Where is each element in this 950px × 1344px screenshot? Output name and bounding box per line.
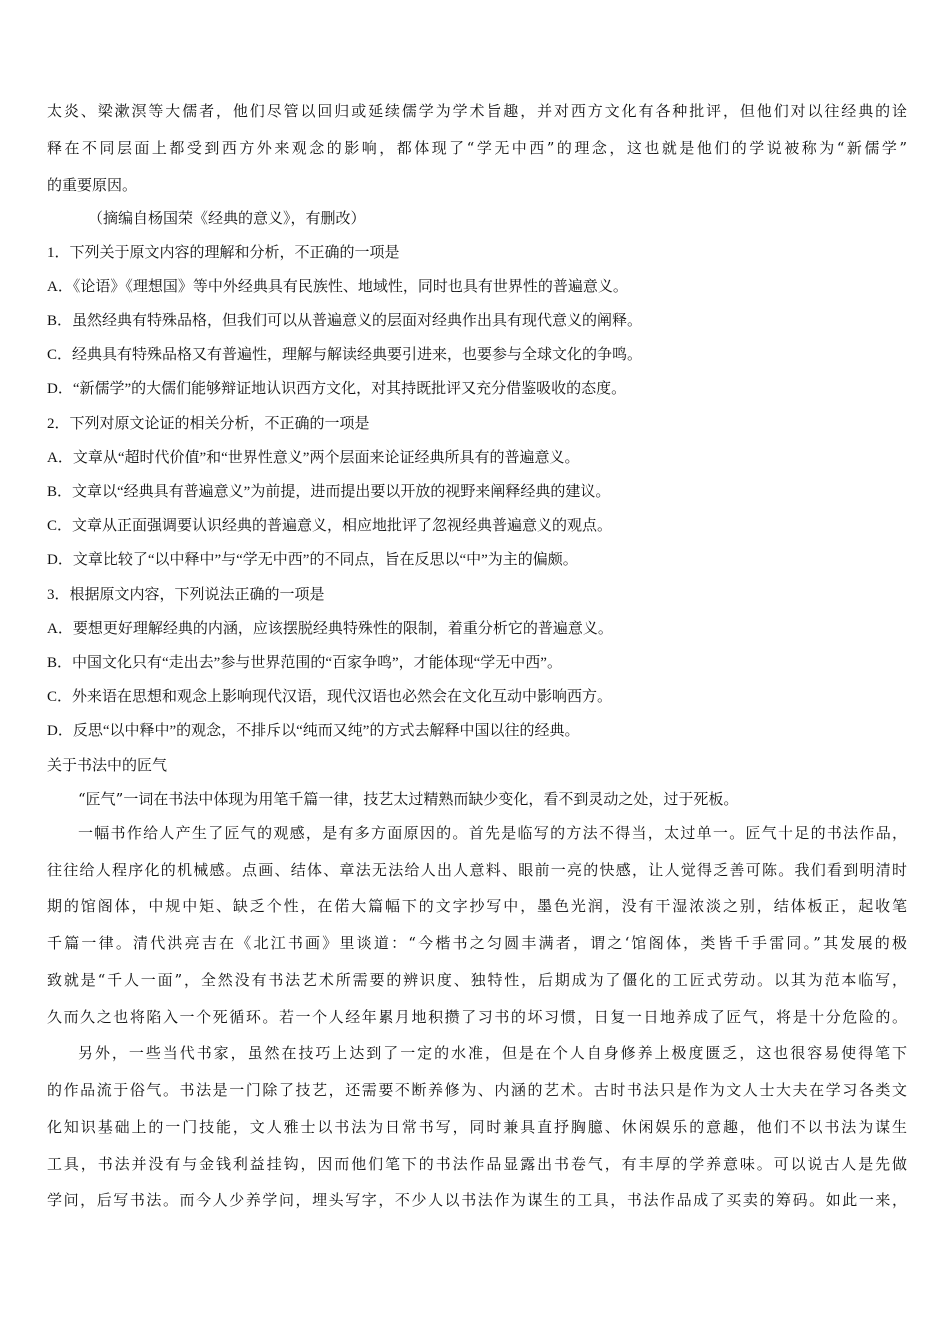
passage2-line: 工具，书法并没有与金钱利益挂钩，因而他们笔下的书法作品显露出书卷气，有丰厚的学养意味。可以说古人是先做 <box>47 1155 907 1173</box>
question-2-option-c: C．文章从正面强调要认识经典的普遍意义，相应地批评了忽视经典普遍意义的观点。 <box>47 518 613 534</box>
passage2-line: 期的馆阁体，中规中矩、缺乏个性，在偌大篇幅下的文字抄写中，墨色光润，没有干湿浓淡之别，结体板正，起收笔 <box>47 897 907 915</box>
question-2-stem: 2．下列对原文论证的相关分析，不正确的一项是 <box>47 416 370 432</box>
passage1-line: 太炎、梁漱溟等大儒者，他们尽管以回归或延续儒学为学术旨趣，并对西方文化有各种批评，但他们对以往经典的诠 <box>47 102 907 120</box>
source-citation: （摘编自杨国荣《经典的意义》，有删改） <box>88 209 366 227</box>
question-3-option-a: A．要想更好理解经典的内涵，应该摆脱经典特殊性的限制，着重分析它的普遍意义。 <box>47 621 613 637</box>
passage2-line: 久而久之也将陷入一个死循环。若一个人经年累月地积攒了习书的坏习惯，日复一日地养成了匠气，将是十分危险的。 <box>47 1008 907 1026</box>
passage2-line: 的作品流于俗气。书法是一门除了技艺，还需要不断养修为、内涵的艺术。古时书法只是作为文人士大夫在学习各类文 <box>47 1081 907 1099</box>
passage2-line: “匠气”一词在书法中体现为用笔千篇一律，技艺太过精熟而缺少变化，看不到灵动之处，过于死板。 <box>78 790 739 808</box>
question-1-option-d: D．“新儒学”的大儒们能够辩证地认识西方文化，对其持既批评又充分借鉴吸收的态度。 <box>47 381 627 397</box>
question-1-option-b: B．虽然经典有特殊品格，但我们可以从普遍意义的层面对经典作出具有现代意义的阐释。 <box>47 313 643 329</box>
passage1-line: 的重要原因。 <box>47 176 138 194</box>
question-2-option-b: B．文章以“经典具有普遍意义”为前提，进而提出要以开放的视野来阐释经典的建议。 <box>47 484 611 500</box>
question-3-option-b: B．中国文化只有“走出去”参与世界范围的“百家争鸣”，才能体现“学无中西”。 <box>47 655 562 671</box>
question-1-stem: 1．下列关于原文内容的理解和分析，不正确的一项是 <box>47 245 400 261</box>
question-3-stem: 3．根据原文内容，下列说法正确的一项是 <box>47 587 325 603</box>
question-3-option-d: D．反思“以中释中”的观念，不排斥以“纯而又纯”的方式去解释中国以往的经典。 <box>47 723 580 739</box>
passage2-title: 关于书法中的匠气 <box>47 756 168 774</box>
passage2-line: 化知识基础上的一门技能，文人雅士以书法为日常书写，同时兼具直抒胸臆、休闲娱乐的意趣，他们不以书法为谋生 <box>47 1118 907 1136</box>
passage2-line: 另外，一些当代书家，虽然在技巧上达到了一定的水准，但是在个人自身修养上极度匮乏，这也很容易使得笔下 <box>78 1044 907 1062</box>
passage2-line: 一幅书作给人产生了匠气的观感，是有多方面原因的。首先是临写的方法不得当，太过单一。匠气十足的书法作品， <box>78 824 907 842</box>
question-1-option-a: A．《论语》《理想国》等中外经典具有民族性、地域性，同时也具有世界性的普遍意义。 <box>47 279 628 295</box>
question-2-option-a: A．文章从“超时代价值”和“世界性意义”两个层面来论证经典所具有的普遍意义。 <box>47 450 580 466</box>
question-1-option-c: C．经典具有特殊品格又有普遍性，理解与解读经典要引进来，也要参与全球文化的争鸣。 <box>47 347 643 363</box>
passage1-line: 释在不同层面上都受到西方外来观念的影响，都体现了“学无中西”的理念，这也就是他们的学说被称为“新儒学” <box>47 139 907 157</box>
question-3-option-c: C．外来语在思想和观念上影响现代汉语，现代汉语也必然会在文化互动中影响西方。 <box>47 689 613 705</box>
passage2-line: 往往给人程序化的机械感。点画、结体、章法无法给人出人意料、眼前一亮的快感，让人觉得乏善可陈。我们看到明清时 <box>47 861 907 879</box>
question-2-option-d: D．文章比较了“以中释中”与“学无中西”的不同点，旨在反思以“中”为主的偏颇。 <box>47 552 578 568</box>
passage2-line: 千篇一律。清代洪亮吉在《北江书画》里谈道：“今楷书之匀圆丰满者，谓之‘馆阁体，类皆千手雷同。”其发展的极 <box>47 934 907 952</box>
passage2-line: 学问，后写书法。而今人少养学问，埋头写字，不少人以书法作为谋生的工具，书法作品成了买卖的筹码。如此一来， <box>47 1191 907 1209</box>
passage2-line: 致就是“千人一面”，全然没有书法艺术所需要的辨识度、独特性，后期成为了僵化的工匠式劳动。以其为范本临写， <box>47 971 907 989</box>
